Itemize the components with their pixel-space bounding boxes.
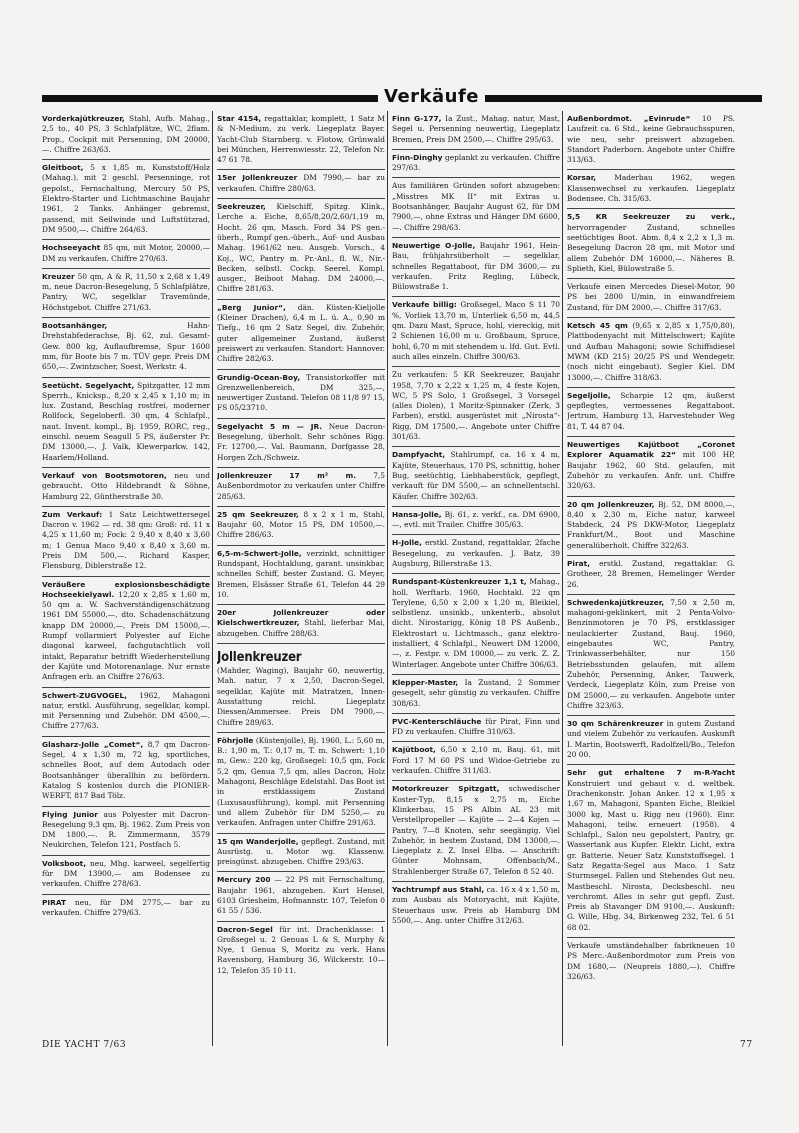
classified-ad xyxy=(42,688,210,737)
ad-body: Stahl, Aufb. Mahag., 2,5 to., 40 PS, 3 Schlafplätze, WC, 2flam. Prop., Cockpit mit Persenning, DM 20000,—. Chiffre 263/63. xyxy=(42,114,210,154)
ad-heading: „Berg Junior“, xyxy=(217,302,286,312)
classified-ad xyxy=(392,714,560,743)
ad-heading: Dampfyacht, xyxy=(392,450,446,460)
classified-ad xyxy=(392,367,560,447)
ad-text xyxy=(217,875,385,916)
ad-body: Aus familiären Gründen sofort abzugeben: „Misstres MK II“ mit Extras u. Bootsanhänger, Baujahr August 62, für DM 7900,—, ohne Extras und Hänger DM 6600,—. Chiffre 298/63. xyxy=(392,181,560,232)
ad-heading: Dacron-Segel xyxy=(217,924,273,934)
ad-body: Hahn-Drehstabfederachse, Bj. 62, zul. Gesamt-Gew. 800 kg, Auflaufbremse, Spur 1600 mm, für Boote bis 7 m. TÜV gepr. Preis DM 650,—. Zwintzscher, Soest, Werkstr. 4. xyxy=(42,321,210,372)
ad-heading: Ketsch 45 qm xyxy=(567,321,628,331)
ad-heading: Flying Junior xyxy=(42,809,98,819)
classified-ad xyxy=(392,447,560,506)
ad-heading: Segelyacht 5 m — JR. xyxy=(217,421,323,431)
ad-text xyxy=(567,598,735,711)
ad-heading: Föhrjolle xyxy=(217,735,254,745)
ad-text xyxy=(217,303,385,365)
ad-text xyxy=(42,740,210,802)
ad-heading: 30 qm Schärenkreuzer xyxy=(567,719,664,729)
ad-body: — 22 PS mit Fernschaltung, Baujahr 1961, abzugeben. Kurt Hensel, 6103 Griesheim, Hofmannstr. 107, Telefon 0 61 55 / 536. xyxy=(217,875,385,916)
ad-text xyxy=(567,212,735,274)
ad-text xyxy=(392,241,560,292)
classified-ad xyxy=(392,150,560,179)
classified-ad xyxy=(217,834,385,873)
ad-text xyxy=(392,510,560,531)
ad-text xyxy=(42,243,210,264)
ad-body: 7,5 Außenbordmotor zu verkaufen unter Chiffre 285/63. xyxy=(217,470,385,501)
ad-heading: Verkauf von Bootsmotoren, xyxy=(42,470,167,480)
classified-ad xyxy=(217,507,385,546)
ad-text xyxy=(217,549,385,600)
ad-body: 12,20 x 2,85 x 1,60 m, 50 qm a. W. Sachverständigenschätzung 1961 DM 55000,—, dto. Schadenschätzung knapp DM 20000,—, Preis DM 15000,—. Rumpf vollarmiert Polyester auf Eiche diagonal karweel, fachgutachtlich voll intakt, Reparatur betrifft Wiederherstellung der Kajüte und Motorenanlage. Nur ernste Anfragen erb. an Chiffre 276/63. xyxy=(42,589,210,682)
ad-text xyxy=(392,300,560,362)
ad-body: neu, für DM 2775,— bar zu verkaufen. Chiffre 279/63. xyxy=(42,897,210,917)
ad-text xyxy=(392,450,560,501)
classified-ad xyxy=(42,807,210,856)
ad-body: Neue Dacron-Besegelung, überholt. Sehr schönes Rigg. Fr. 12700,—. Val. Baumann, Dorfgasse 28, Horgen Zch./Schweiz. xyxy=(217,421,385,462)
ad-body: neu und gebraucht. Otto Hildebrandt & Söhne, Hamburg 22, Güntherstraße 30. xyxy=(42,470,210,501)
ad-heading: 5,5 KR Seekreuzer zu verk., xyxy=(567,212,735,222)
ad-heading: Sehr gut erhaltene 7 m-R-Yacht xyxy=(567,768,735,778)
ad-text xyxy=(567,500,735,551)
ad-body: Ia Zustand, 2 Sommer gesegelt, sehr günstig zu verkaufen. Chiffre 308/63. xyxy=(392,677,560,708)
classified-ad xyxy=(217,733,385,834)
ad-text xyxy=(392,885,560,926)
ad-body: Verkaufe einen Mercedes Diesel-Motor, 90 PS bei 2800 U/min, in einwandfreiem Zustand, für DM 2000,—. Chiffre 317/63. xyxy=(567,282,735,312)
classified-ad xyxy=(217,468,385,507)
ad-text xyxy=(42,580,210,683)
ad-heading: Kajütboot, xyxy=(392,745,436,755)
ad-text xyxy=(217,837,385,868)
classified-ad xyxy=(567,318,735,388)
ad-heading: PVC-Kenterschläuche xyxy=(392,716,482,726)
ad-heading: Seetücht. Segelyacht, xyxy=(42,380,135,390)
ad-body: Kielschiff, Spitzg. Klink., Lerche a. Eiche, 8,65/8,20/2,60/1,19 m, Hocht. 26 qm, Masch. Ford 34 PS gen.-überh., Rumpf gen.-überh., Auf- und Ausbau Mahag. 1961/62 neu. Ausgeb. Vorsch., 4 Koj., WC, Pantry m. Pr.-Anl., fl. W., Nir.-Becken, selbstl. Cockp. Seerel. Kompl. ausger., Beiboot Mahag. DM 24000,—. Chiffre 281/63. xyxy=(217,202,385,294)
ad-heading: Finn-Dinghy xyxy=(392,152,443,162)
ad-body: Maderbau 1962, wegen Klassenwechsel zu verkaufen. Liegeplatz Bodensee. Ch. 315/63. xyxy=(567,173,735,204)
ad-body: aus Polyester mit Dacron-Besegelung 9,3 qm, Bj. 1962. Zum Preis von DM 1800,—. R. Zimmermann, 3579 Neukirchen, Telefon 121, Postfach 5. xyxy=(42,809,210,850)
ad-body: verzinkt, schnittiger Rundspant, Hochtaklung, garant. unsinkbar, schnelles Schiff, bester Zustand. G. Meyer, Bremen, Elsässer Straße 61, Telefon 44 29 10. xyxy=(217,548,385,599)
ad-body: 10 PS. Laufzeit ca. 6 Std., keine Gebrauchsspuren, wie neu, sehr preiswert abzugeben. Standort Paderborn. Angebote unter Chiffre 313/63. xyxy=(567,114,735,165)
ad-heading: Motorkreuzer Spitzgatt, xyxy=(392,784,500,794)
ad-text xyxy=(392,717,560,738)
ad-text xyxy=(42,691,210,732)
classified-ad xyxy=(42,737,210,807)
ad-heading: Rundspant-Küstenkreuzer 1,1 t, xyxy=(392,577,527,587)
ad-text xyxy=(42,810,210,851)
ad-text xyxy=(217,925,385,976)
ad-body: 8,7 qm Dacron-Segel, 4 x 1,30 m, 72 kg, sportliches, schnelles Boot, auf dem Autodach oder Bootsanhänger überallhin zu befördern. Katalog S kostenlos durch die PIONIER-WERFT, 817 Bad Tölz. xyxy=(42,739,210,801)
ad-heading: Hochseeyacht xyxy=(42,243,101,253)
ad-body: (Mahder, Waging), Baujahr 60, neuwertig, Mah. natur, 7 x 2,50, Dacron-Segel, segelklar, Kajüte mit Matratzen, Innen-Ausstattung reichl. Liegeplatz Diessen/Ammersee. Preis DM 7900,—. Chiffre 289/63. xyxy=(217,666,385,727)
ad-body: Zu verkaufen: 5 KR Seekreuzer, Baujahr 1958, 7,70 x 2,22 x 1,25 m, 4 feste Kojen, WC, 5 PS Solo, 1 Großsegel, 3 Vorsegel (alles Diolen), 1 Moritz-Spinnaker (Zerk, 3 Farben), erstkl. ausgerüstet mit „Nirosta“-Rigg, DM 17500,—. Angebote unter Chiffre 301/63. xyxy=(392,370,560,442)
ad-body: neu, Mhg. karweel, segelfertig für DM 13900,— am Bodensee zu verkaufen. Chiffre 278/63. xyxy=(42,858,210,889)
ad-text xyxy=(567,391,735,432)
ad-body: für int. Drachenklasse: 1 Großsegel u. 2 Genuas L & S, Murphy & Nye, 1 Genua S, Moritz zu verk. Hans Ravensborg, Hamburg 36, Wilckerstr. 10—12, Telefon 35 10 11. xyxy=(217,924,385,975)
ad-body: (9,65 x 2,85 x 1,75/0,80), Plattbodenyacht mit Mittelschwert; Kajüte und Aufbau Mahagoni; sowie Schiffsdiesel MWM (KD 215) 20/25 PS und Wendegetr. (noch nicht eingebaut). Segler Kiel. DM 13000,—. Chiffre 318/63. xyxy=(567,321,735,382)
ad-body: erstkl. Zustand, regattaklar. G. Grotheer, 28 Bremen, Hemelinger Werder 26. xyxy=(567,558,735,589)
ad-body: Bj. 52, DM 8000,—, 8,40 x 2,30 m, Eiche natur, karweel Stabdeck, 24 PS DKW-Motor, Liegeplatz Frankfurt/M., Boot und Maschine generalüberholt. Chiffre 322/63. xyxy=(567,499,735,550)
ad-text xyxy=(217,173,385,194)
ad-body: 8 x 2 x 1 m, Stahl, Baujahr 60, Motor 15 PS, DM 10500,—. Chiffre 286/63. xyxy=(217,509,385,540)
classified-ad xyxy=(567,765,735,938)
classified-ad xyxy=(42,468,210,507)
ad-body: Großsegel, Maco S 11 70 %, Vorliek 13,70 m, Unterliek 6,50 m, 44,5 qm. Dazu Mast, Spruce, hohl, viereckig, mit 2 Schienen 16,00 m u. Großbaum, Spruce, hohl, 6,70 m mit stehendem u. lfd. Gut. Evtl. auch alles einzeln. Chiffre 300/63. xyxy=(392,300,560,361)
ad-text xyxy=(42,510,210,572)
classified-ad xyxy=(217,922,385,980)
ad-text xyxy=(217,471,385,502)
classified-ad xyxy=(42,895,210,923)
ad-text xyxy=(392,153,560,174)
ad-body: Spitzgatter, 12 mm Sperrh., Knicksp., 8,20 x 2,45 x 1,10 m; in lux. Zustand, Beschlag rostfrei, moderner Rollfock, Segeloberfl. 30 qm, 4 Schlafpl., naut. Invent. kompl., Bj. 1959, RORC, reg., einschl. neuem Seagull 5 PS, äußerster Pr. DM 13000,—. J. Valk, Klewerparkw. 142, Haarlem/Holland. xyxy=(42,380,210,462)
ad-heading: 20er Jollenkreuzer oder Kielschwertkreuzer, xyxy=(217,608,385,628)
footer-magazine: DIE YACHT 7/63 xyxy=(42,1040,127,1050)
classified-ad xyxy=(42,160,210,240)
ad-body: 1 Satz Leichtwettersegel Dacron v. 1962 — rd. 38 qm: Groß: rd. 11 x 4,25 x 11,60 m; Fock: 2 9,40 x 8,40 x 3,60 m; 1 Genua Maco 9,40 x 8,40 x 3,60 m. Preis DM 500,—. Richard Kasper, Flensburg, Diblerstraße 12. xyxy=(42,509,210,571)
ad-text xyxy=(42,114,210,155)
classified-ad xyxy=(392,178,560,237)
classified-ad xyxy=(42,378,210,468)
classified-ad xyxy=(42,111,210,160)
column-1 xyxy=(42,111,210,1046)
column-4 xyxy=(567,111,735,1046)
ad-body: in gutem Zustand und vielem Zubehör zu verkaufen. Auskunft I. Martin, Bootswerft, Radolfzell/Bo., Telefon 20 00. xyxy=(567,719,735,760)
classified-ad xyxy=(567,556,735,595)
classified-ad xyxy=(392,297,560,367)
ad-body: Scharpie 12 qm, äußerst gepflegtes, vermessenes Regattaboot. Jertrum, Hamburg 13, Harvestehuder Weg 81, T. 44 87 04. xyxy=(567,390,735,431)
ad-text xyxy=(392,370,560,442)
column-3 xyxy=(392,111,560,1046)
ad-heading: Vorderkajütkreuzer, xyxy=(42,114,125,123)
classified-ad xyxy=(392,535,560,574)
classified-ad xyxy=(392,574,560,675)
ad-body: Verkaufe umständehalber fabrikneuen 10 PS Merc.-Außenbordmotor zum Preis von DM 1680,— (Neupreis 1880,—). Chiffre 326/63. xyxy=(567,941,735,981)
ad-text xyxy=(217,373,385,414)
ad-heading: 6,5-m-Schwert-Jolle, xyxy=(217,548,302,558)
ad-text xyxy=(392,577,560,670)
ad-text xyxy=(392,745,560,776)
ad-text xyxy=(42,898,210,919)
classified-ad xyxy=(42,240,210,269)
ad-heading: Klepper-Master, xyxy=(392,677,459,687)
ad-text xyxy=(567,114,735,165)
ad-heading: Zum Verkauf: xyxy=(42,509,103,519)
ad-text xyxy=(392,114,560,145)
ad-body: DM 7990,— bar zu verkaufen. Chiffre 280/63. xyxy=(217,173,385,193)
ad-text xyxy=(392,538,560,569)
classified-ad xyxy=(567,595,735,716)
ad-heading: 15er Jollenkreuzer xyxy=(217,173,298,183)
classified-ad xyxy=(567,209,735,279)
classified-ad xyxy=(567,170,735,209)
ad-body: regattaklar, komplett, 1 Satz M & N-Medium, zu verk. Liegeplatz Bayer. Yacht-Club Starnberg. v. Flotow, Grünwald bei München, Herrenwiesstr. 22, Telefon Nr. 47 61 78. xyxy=(217,114,385,165)
ad-heading: Grundig-Ocean-Boy, xyxy=(217,372,301,382)
ad-text xyxy=(567,321,735,383)
ad-body: Transistorkoffer mit Grenzwellenbereich, DM 325,—, neuwertiger Zustand. Telefon 08 11/8 97 15, FS 05/23710. xyxy=(217,372,385,413)
ad-body: Bj. 61, z. verkf., ca. DM 6900,—, evtl. mit Trailer. Chiffre 305/63. xyxy=(392,509,560,530)
ad-body: Stahlrumpf, ca. 16 x 4 m, Kajüte, Steuerhaus, 170 PS, schnittig, hoher Bug, seetüchtig, Liebhaberstück, gepflegt, verkauft für DM 5500,— an schnellentschl. Käufer. Chiffre 302/63. xyxy=(392,450,560,501)
ad-text xyxy=(392,784,560,877)
ad-text xyxy=(567,440,735,491)
ad-heading: Star 4154, xyxy=(217,114,262,123)
ad-text xyxy=(392,678,560,709)
ad-text xyxy=(567,559,735,590)
column-divider xyxy=(387,111,388,1046)
ad-body: (Küstenjolle), Bj. 1960, L.: 5,60 m, B.: 1,90 m, T.: 0,17 m, T. m. Schwert: 1,10 m, Gew.: 220 kg, Großsegel: 10,5 qm, Fock 5,2 qm, Genua 7,5 qm, alles Dacron, Holz Mahagoni, Beschläge Edelstahl. Das Boot ist in erstklassigem Zustand (Luxusausführung), kompl. mit Persenning und allem Zubehör für DM 5250,— zu verkaufen. Anfragen unter Chiffre 291/63. xyxy=(217,735,385,828)
ad-body: 6,50 x 2,10 m, Bauj. 61, mit Ford 17 M 60 PS und Widoe-Getriebe zu verkaufen. Chiffre 311/63. xyxy=(392,745,560,776)
ad-text xyxy=(217,736,385,829)
classified-ad xyxy=(567,279,735,318)
ad-heading: Volksboot, xyxy=(42,858,87,868)
classified-ad xyxy=(217,170,385,199)
ad-heading: Neuwertiges Kajütboot „Coronet Explorer Aquamatik 22“ xyxy=(567,440,735,460)
classified-ad xyxy=(217,111,385,170)
ad-body: Mahag., holl. Werftarb. 1960, Hochtakl. 22 qm Terylene, 6,50 x 2,00 x 1,20 m, Bleikiel, selbstlenz. unsinkb., unkenterb., absolut dicht. Nirostarigg, König 18 PS Außenb., Elektrostart u. Lichtmasch., ganz elektro-installiert, 4 Schlafpl., Neuwert DM 12000,—, z. Festpr. v. DM 10000,— zu verk. Z. Z. Winterlager. Angebote unter Chiffre 306/63. xyxy=(392,577,560,669)
classified-ad xyxy=(392,882,560,930)
ad-display-heading: Jollenkreuzer xyxy=(217,650,302,666)
ad-heading: Pirat, xyxy=(567,558,590,568)
ad-heading: Kreuzer xyxy=(42,271,75,281)
classified-ad xyxy=(392,742,560,781)
ad-heading: Seekreuzer, xyxy=(217,202,266,212)
ad-text xyxy=(567,282,735,313)
ad-body: hervorragender Zustand, schnelles seetüchtiges Boot. Abm. 8,4 x 2,2 x 1,3 m. Besegelung Dacron 28 qm, mit Motor und allem Zubehör DM 16000,—. Näheres B. Splieth, Kiel, Bülowstraße 5. xyxy=(567,222,735,273)
ad-heading: Verkaufe billig: xyxy=(392,300,457,310)
ad-text xyxy=(217,422,385,463)
ad-heading: Schwedenkajütkreuzer, xyxy=(567,597,665,607)
ad-heading: Finn G-177, xyxy=(392,114,442,123)
ad-text xyxy=(217,608,385,639)
ad-body: 1962, Mahagoni natur, erstkl. Ausführung, segelklar, kompl. mit Persenning und Zubehör. DM 4500,—. Chiffre 277/63. xyxy=(42,690,210,731)
ad-text xyxy=(42,272,210,313)
ad-body: für Pirat, Finn und FD zu verkaufen. Chiffre 310/63. xyxy=(392,716,560,737)
ad-heading: Glasharz-Jolle „Comet“, xyxy=(42,739,144,749)
ad-text xyxy=(217,666,385,728)
ad-body: dän. Küsten-Kieljolle (Kleiner Drachen), 6,4 m L. ü. A., 0,90 m Tiefg., 16 qm 2 Satz Segel, div. Zubehör, guter allgemeiner Zustand, äußerst preiswert zu verkaufen. Standort: Hannover. Chiffre 282/63. xyxy=(217,302,385,364)
classified-ad xyxy=(217,605,385,644)
classified-ad xyxy=(392,111,560,150)
ad-body: 50 qm, A & R, 11,50 x 2,68 x 1,49 m, neue Dacron-Besegelung, 5 Schlafplätze, Pantry, WC, segelklar Travemünde, Höchstgebot. Chiffre 271/63. xyxy=(42,271,210,312)
ad-body: 5 x 1,85 m, Kunststoff/Holz (Mahag.), mit 2 geschl. Persenninge, rot gepolst., Fernschaltung, Mercury 50 PS, Elektro-Starter und Lichtmaschine Baujahr 1961, 2 Tanks. Anhänger gebremst, passend, mit Seilwinde und Luftstützrad, DM 9500,—. Chiffre 264/63. xyxy=(42,163,210,234)
ad-body: gepflegt. Zustand, mit Ausrüstg. u. Motor wg. Klassenw. preisgünst. abzugeben. Chiffre 293/63. xyxy=(217,836,385,867)
classified-ad xyxy=(217,644,385,733)
ad-heading: Segeljolle, xyxy=(567,390,611,400)
ad-heading: Bootsanhänger, xyxy=(42,321,108,331)
ad-heading: PIRAT xyxy=(42,897,67,907)
ad-heading: Schwert-ZUGVOGEL, xyxy=(42,690,127,700)
classified-ad xyxy=(42,507,210,577)
ad-heading: Mercury 200 xyxy=(217,875,271,885)
ad-heading: 20 qm Jollenkreuzer, xyxy=(567,499,655,509)
ad-body: 85 qm, mit Motor, 20000,— DM zu verkaufen. Chiffre 270/63. xyxy=(42,243,210,263)
ad-heading: H-Jolle, xyxy=(392,538,422,548)
classified-ad xyxy=(392,238,560,297)
ad-text xyxy=(42,321,210,372)
ad-text xyxy=(567,941,735,982)
ad-heading: 25 qm Seekreuzer, xyxy=(217,509,299,519)
classified-ad xyxy=(42,269,210,318)
ad-body: geplankt zu verkaufen. Chiffre 297/63. xyxy=(392,152,560,173)
ad-text xyxy=(567,768,735,933)
ad-heading: Gleitboot, xyxy=(42,163,84,173)
ad-body: erstkl. Zustand, regattaklar, 2fache Besegelung, zu verkaufen. J. Batz, 39 Augsburg, Billerstraße 13. xyxy=(392,538,560,568)
ad-text xyxy=(42,163,210,235)
classified-ad xyxy=(567,437,735,496)
classified-ad xyxy=(567,716,735,765)
classified-ad xyxy=(42,318,210,377)
ad-body: Konstruiert und gebaut v. d. weltbek. Drachenkonstr. Johan Anker. 12 x 1,95 x 1,67 m, Mahagoni, Spanten Eiche, Bleikiel 3000 kg, Mast u. Rigg neu (1960). Einr. Mahagoni, teilw. erneuert (1958). 4 Schlafpl., Salon neu gepolstert, Pantry, gr. Wassertank aus Kupfer. Elektr. Licht, extra gr. Batterie. Neuer Satz Kunststoffsegel. 1 Satz Regatta-Segel aus Maco. 1 Satz Sturmsegel. Fallen und Stehendes Gut neu. Mastbeschl. Nirosta, Decksbeschl. neu verchromt. Alles in sehr gut gepfl. Zust. Preis ab Stavanger DM 9100,—. Auskunft: G. Wille, Hbg. 34, Birkenweg 232, Tel. 6 51 68 02. xyxy=(567,778,735,932)
ad-body: Ia Zust., Mahag. natur, Mast, Segel u. Persenning neuwertig, Liegeplatz Bremen, Preis DM 2500,—. Chiffre 295/63. xyxy=(392,114,560,144)
classified-ad xyxy=(567,497,735,556)
column-2 xyxy=(217,111,385,1046)
classified-ad xyxy=(567,111,735,170)
column-divider xyxy=(212,111,213,1046)
ad-text xyxy=(217,114,385,165)
ad-body: schwedischer Koster-Typ, 8,15 x 2,75 m, Eiche Klinkerbau, 15 PS Albin AL 23 mit Verstellpropeller — Kajüte — 2—4 Kojen — Pantry, 7—8 Knoten, sehr seegängig. Viel Zubehör, in bestem Zustand, DM 13000,—. Liegeplatz z. Z. Insel Elba. — Anschrift: Günter Mohnsam, Offenbach/M., Strahlenberger Straße 67, Telefon 8 52 40. xyxy=(392,784,560,876)
ad-text xyxy=(42,381,210,463)
section-header xyxy=(42,86,762,107)
ad-heading: Neuwertige O-Jolle, xyxy=(392,240,476,250)
ad-text xyxy=(217,510,385,541)
ad-heading: Jollenkreuzer 17 m² m. xyxy=(217,470,357,480)
ad-body: mit 100 HP, Baujahr 1962, 60 Std. gelaufen, mit Zubehör zu verkaufen. Anfr. unt. Chiffre 320/63. xyxy=(567,450,735,491)
footer-page-number: 77 xyxy=(740,1040,753,1050)
ad-text xyxy=(217,202,385,295)
classified-ad xyxy=(392,781,560,882)
ad-body: Baujahr 1961, Hein-Bau, frühjahrsüberholt — segelklar, schnelles Regattaboot, für DM 3600,— zu verkaufen. Fritz Regling, Lübeck, Bülowstraße 1. xyxy=(392,240,560,292)
ad-heading: Yachtrumpf aus Stahl, xyxy=(392,885,485,894)
ad-heading: 15 qm Wanderjolle, xyxy=(217,836,299,846)
ad-heading: Außenbordmot. „Evinrude“ xyxy=(567,114,691,123)
classified-ad xyxy=(567,938,735,986)
classified-ad xyxy=(217,300,385,370)
ad-heading: Veräußere explosionsbeschädigte Hochseekielyawl. xyxy=(42,579,210,599)
ad-text xyxy=(567,173,735,204)
ad-heading: Korsar, xyxy=(567,173,597,183)
ad-text xyxy=(42,859,210,890)
ad-text xyxy=(567,719,735,760)
classified-ad xyxy=(217,419,385,468)
ad-body: Stahl, lieferbar Mai, abzugeben. Chiffre 288/63. xyxy=(217,618,385,638)
ad-heading: Hansa-Jolle, xyxy=(392,509,442,519)
ad-text xyxy=(42,471,210,502)
classified-ad xyxy=(42,577,210,688)
classified-ad xyxy=(217,370,385,419)
classified-ad xyxy=(392,675,560,714)
ad-body: ca. 16 x 4 x 1,50 m, zum Ausbau als Motoryacht, mit Kajüte, Steuerhaus usw. Preis ab Hamburg DM 5500,—. Ang. unter Chiffre 312/63. xyxy=(392,885,560,925)
section-title: Verkäufe xyxy=(378,86,485,107)
classified-ad xyxy=(42,856,210,895)
ad-text xyxy=(392,181,560,232)
classified-ad xyxy=(217,546,385,605)
classified-ad xyxy=(567,388,735,437)
classified-ad xyxy=(217,199,385,300)
classified-ad xyxy=(217,872,385,921)
ad-body: 7,50 x 2,50 m, mahagoni-geklinkert, mit 2 Penta-Volvo-Benzinmotoren je 70 PS, erstklassiger neulackierter Zustand, Bauj. 1960, eingebautes WC, Pantry, Trinkwasserbehälter, nur 150 Betriebsstunden gelaufen, mit allem Zubehör, Persenning, Anker, Tauwerk, Verdeck, Liegeplatz Köln, zum Preise von DM 25000,— zu verkaufen. Angebote unter Chiffre 323/63. xyxy=(567,597,735,710)
classified-ad xyxy=(392,507,560,536)
column-divider xyxy=(562,111,563,1046)
